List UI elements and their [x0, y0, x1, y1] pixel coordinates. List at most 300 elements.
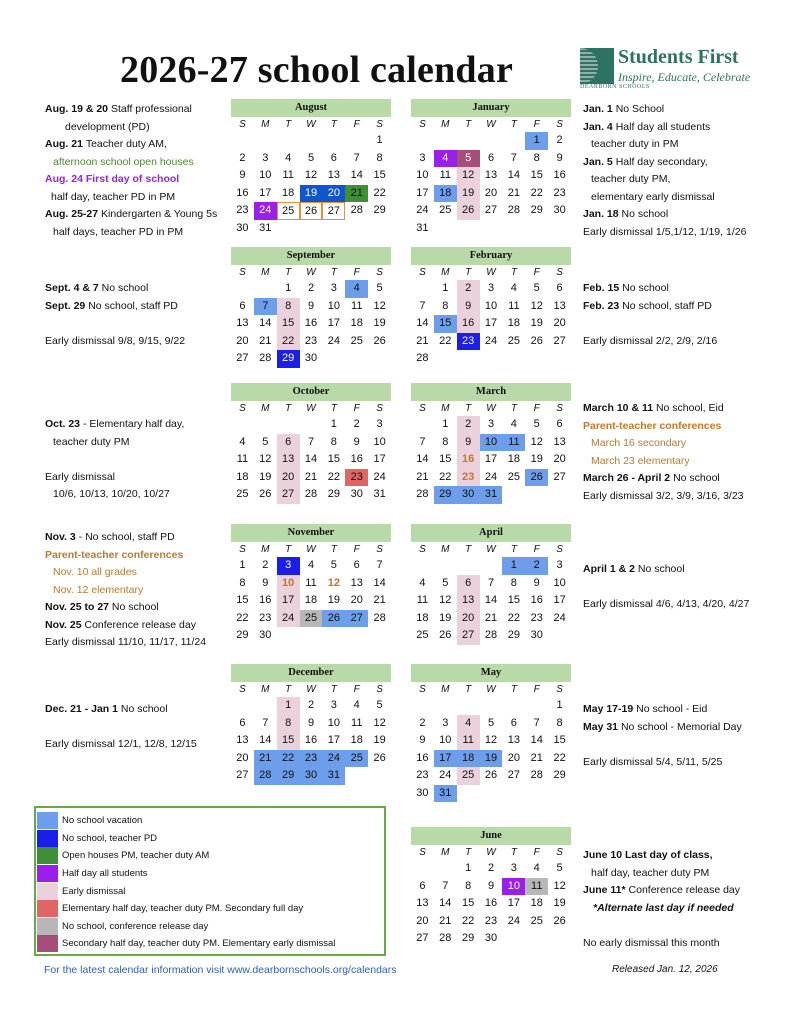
day-cell: 15 — [277, 315, 300, 333]
day-cell: 5 — [376, 699, 383, 711]
day-cell: 28 — [439, 932, 452, 944]
day-cell: 10 — [327, 716, 340, 729]
day-cell: 8 — [277, 715, 300, 733]
day-cell: 26 — [530, 334, 543, 347]
weekday-label: W — [306, 119, 316, 130]
day-cell: 9 — [533, 576, 540, 589]
legend-item — [36, 918, 384, 936]
weekday-label: S — [376, 119, 383, 130]
empty-cell — [231, 416, 254, 434]
note-line: Nov. 10 all grades — [53, 566, 137, 578]
note-line: No early dismissal this month — [583, 936, 720, 949]
day-cell: 2 — [419, 716, 426, 729]
day-cell: 11 — [305, 576, 317, 589]
month-header: September — [231, 247, 391, 265]
weekday-label: M — [441, 403, 450, 414]
day-cell: 18 — [282, 186, 295, 199]
day-cell: 19 — [259, 470, 272, 483]
day-cell: 6 — [330, 151, 337, 164]
day-cell: 16 — [457, 451, 480, 469]
day-cell: 10 — [327, 299, 340, 312]
note-line: March 23 elementary — [591, 454, 690, 467]
note-line: Dec. 21 - Jan 1 No school — [45, 703, 168, 715]
day-cell: 1 — [442, 418, 449, 430]
month-header: October — [231, 383, 391, 401]
note-line: Aug. 21 Teacher duty AM, — [45, 138, 167, 150]
day-cell: 16 — [350, 453, 363, 465]
day-cell: 25 — [350, 334, 363, 347]
day-cell: 30 — [259, 629, 272, 641]
weekday-label: F — [353, 403, 360, 414]
weekday-label: T — [510, 544, 517, 555]
month-header: February — [411, 247, 571, 265]
day-cell: 2 — [525, 557, 548, 575]
legend-item — [36, 847, 384, 865]
day-cell: 28 — [530, 769, 543, 781]
day-cell: 18 — [457, 750, 480, 768]
weekday-label: S — [239, 684, 246, 695]
note-line: March 10 & 11 No school, Eid — [583, 402, 724, 414]
notes-august — [45, 101, 217, 241]
day-cell: 1 — [502, 557, 525, 575]
day-cell: 30 — [236, 221, 249, 234]
empty-cell — [411, 132, 434, 150]
legend-swatch-icon — [37, 865, 58, 882]
month-august — [231, 99, 391, 237]
weekday-label: W — [306, 544, 316, 555]
day-cell: 21 — [416, 470, 429, 483]
day-cell: 11 — [236, 453, 249, 465]
calendar-link[interactable]: For the latest calendar information visit www.dearbornschools.org/calendars — [44, 964, 397, 976]
page-title: 2026-27 school calendar — [120, 49, 514, 91]
day-cell: 23 — [259, 611, 272, 624]
note-line: afternoon school open houses — [53, 155, 194, 168]
day-cell: 24 — [254, 202, 277, 220]
empty-cell — [434, 697, 457, 715]
day-cell: 3 — [487, 282, 495, 294]
day-cell: 18 — [350, 317, 363, 329]
empty-cell — [345, 132, 368, 150]
notes-november — [45, 529, 206, 652]
legend-label: Early dismissal — [62, 885, 126, 897]
day-cell: 21 — [304, 470, 318, 483]
day-cell: 20 — [322, 185, 345, 203]
day-cell: 1 — [465, 862, 472, 874]
weekday-label: S — [419, 267, 426, 278]
day-cell: 12 — [553, 879, 566, 892]
note-line: Feb. 23 No school, staff PD — [583, 299, 712, 312]
day-cell: 17 — [434, 750, 457, 768]
day-cell: 3 — [510, 862, 517, 874]
weekday-label: F — [353, 267, 360, 278]
day-cell: 24 — [507, 914, 520, 927]
day-cell: 22 — [439, 470, 452, 483]
logo-mark-icon — [580, 48, 614, 84]
day-cell: 29 — [434, 486, 457, 504]
day-cell: 23 — [530, 611, 543, 624]
day-cell: 8 — [442, 299, 449, 312]
logo-name: Students First — [618, 46, 739, 68]
day-cell: 5 — [556, 862, 563, 874]
day-cell: 26 — [259, 488, 272, 500]
weekday-label: M — [261, 684, 270, 695]
note-line: Jan. 18 No school — [583, 208, 669, 220]
note-line: June 10 Last day of class, — [583, 849, 713, 861]
empty-cell — [300, 132, 323, 150]
day-cell: 24 — [484, 470, 498, 483]
weekday-label: T — [285, 684, 292, 695]
day-cell: 17 — [277, 592, 300, 610]
day-cell: 13 — [507, 734, 520, 746]
note-line: Early dismissal 5/4, 5/11, 5/25 — [583, 755, 723, 768]
weekday-label: S — [376, 544, 383, 555]
legend-label: Secondary half day, teacher duty PM. Elementary early dismissal — [62, 938, 336, 950]
day-cell: 12 — [373, 716, 386, 729]
day-cell: 28 — [350, 204, 363, 216]
day-cell: 15 — [553, 734, 566, 746]
weekday-label: F — [533, 684, 540, 695]
weekday-label: T — [510, 267, 517, 278]
note-line: Early dismissal 2/2, 2/9, 2/16 — [583, 334, 718, 347]
day-cell: 11 — [351, 716, 363, 729]
day-cell: 7 — [419, 435, 426, 448]
day-cell: 10 — [439, 734, 452, 746]
legend-item — [36, 830, 384, 848]
legend-swatch-icon — [37, 847, 58, 864]
day-cell: 5 — [487, 716, 495, 729]
day-cell: 29 — [236, 629, 249, 641]
day-cell: 27 — [416, 932, 429, 944]
day-cell: 8 — [277, 298, 300, 316]
weekday-label: T — [330, 544, 337, 555]
weekday-label: S — [556, 544, 563, 555]
empty-cell — [254, 416, 277, 434]
day-cell: 28 — [304, 488, 318, 500]
day-cell: 15 — [277, 732, 300, 750]
notes-january — [583, 101, 746, 241]
weekday-label: S — [556, 847, 563, 858]
day-cell: 9 — [353, 435, 360, 448]
legend-label: No school, conference release day — [62, 920, 209, 932]
day-cell: 22 — [236, 611, 249, 624]
weekday-label: F — [533, 544, 540, 555]
note-line — [583, 917, 740, 935]
day-cell: 27 — [484, 204, 498, 216]
day-cell: 10 — [259, 169, 272, 181]
day-cell: 10 — [373, 435, 386, 448]
day-cell: 4 — [510, 418, 517, 430]
weekday-label: T — [285, 403, 292, 414]
day-cell: 21 — [439, 914, 452, 927]
day-cell: 12 — [484, 734, 498, 746]
day-cell: 6 — [457, 575, 480, 593]
day-cell: 12 — [304, 169, 318, 181]
day-cell: 13 — [277, 451, 300, 469]
empty-cell — [434, 132, 457, 150]
day-cell: 14 — [507, 169, 520, 181]
day-cell: 5 — [457, 150, 480, 168]
day-cell: 26 — [553, 914, 566, 927]
day-cell: 30 — [304, 352, 318, 364]
notes-may — [583, 701, 742, 771]
day-cell: 17 — [327, 734, 340, 746]
legend-swatch-icon — [37, 830, 58, 847]
day-cell: 19 — [553, 897, 566, 909]
weekday-label: S — [419, 544, 426, 555]
day-cell: 4 — [239, 435, 246, 448]
day-cell: 23 — [553, 186, 566, 199]
weekday-label: S — [419, 684, 426, 695]
day-cell: 11 — [457, 732, 480, 750]
day-cell: 5 — [442, 576, 449, 589]
day-cell: 8 — [239, 576, 246, 589]
day-cell: 22 — [277, 750, 300, 768]
weekday-label: M — [261, 544, 270, 555]
day-cell: 12 — [327, 576, 340, 589]
notes-september — [45, 280, 185, 350]
day-cell: 24 — [553, 611, 566, 624]
empty-cell — [502, 132, 525, 150]
day-cell: 12 — [259, 453, 272, 465]
day-cell: 29 — [530, 204, 543, 216]
day-cell: 2 — [487, 862, 495, 874]
day-cell: 9 — [556, 151, 563, 164]
day-cell: 14 — [530, 734, 543, 746]
weekday-label: T — [285, 119, 292, 130]
weekday-label: T — [465, 267, 472, 278]
weekday-label: T — [465, 403, 472, 414]
empty-cell — [231, 697, 254, 715]
day-cell: 15 — [462, 897, 475, 909]
day-cell: 5 — [376, 282, 383, 294]
day-cell: 3 — [419, 151, 426, 164]
day-cell: 5 — [262, 435, 269, 448]
day-cell: 30 — [350, 488, 363, 500]
month-december — [231, 664, 391, 785]
day-cell: 28 — [484, 629, 498, 641]
day-cell: 23 — [457, 469, 480, 487]
month-header: November — [231, 524, 391, 542]
note-line: half day, teacher duty PM — [591, 866, 710, 879]
day-cell: 25 — [345, 750, 368, 768]
legend-label: No school vacation — [62, 815, 143, 827]
month-header: August — [231, 99, 391, 117]
empty-cell — [457, 132, 480, 150]
day-cell: 29 — [373, 204, 386, 216]
weekday-label: S — [376, 403, 383, 414]
day-cell: 26 — [373, 751, 386, 764]
month-june — [411, 827, 571, 948]
day-cell: 19 — [439, 611, 452, 624]
day-cell: 9 — [262, 576, 269, 589]
weekday-label: S — [556, 403, 563, 414]
weekday-label: S — [419, 403, 426, 414]
day-cell: 13 — [236, 317, 249, 329]
note-line: Aug. 25-27 Kindergarten & Young 5s — [45, 208, 218, 220]
weekday-label: F — [533, 119, 540, 130]
day-cell: 24 — [277, 610, 300, 628]
legend-label: Elementary half day, teacher duty PM. Secondary full day — [62, 903, 304, 915]
day-cell: 23 — [345, 469, 368, 487]
month-january — [411, 99, 571, 237]
day-cell: 22 — [553, 751, 566, 764]
day-cell: 27 — [322, 202, 345, 220]
day-cell: 1 — [330, 418, 337, 430]
empty-cell — [254, 132, 277, 150]
logo-tagline: Inspire, Educate, Celebrate — [618, 70, 751, 84]
day-cell: 2 — [457, 416, 480, 434]
day-cell: 20 — [236, 751, 249, 764]
day-cell: 2 — [239, 151, 246, 164]
day-cell: 14 — [484, 594, 498, 606]
weekday-label: W — [486, 847, 496, 858]
released-date: Released Jan. 12, 2026 — [612, 964, 718, 975]
day-cell: 6 — [556, 282, 563, 294]
day-cell: 8 — [376, 151, 383, 164]
day-cell: 28 — [416, 352, 429, 364]
month-header: June — [411, 827, 571, 845]
empty-cell — [411, 860, 434, 878]
notes-october — [45, 416, 184, 504]
month-march — [411, 383, 571, 504]
day-cell: 9 — [419, 734, 426, 746]
day-cell: 22 — [530, 186, 543, 199]
day-cell: 25 — [277, 202, 300, 220]
day-cell: 25 — [457, 767, 480, 785]
month-october — [231, 383, 391, 504]
day-cell: 11 — [282, 169, 294, 181]
day-cell: 19 — [480, 750, 503, 768]
day-cell: 10 — [553, 576, 566, 589]
day-cell: 31 — [322, 767, 345, 785]
day-cell: 22 — [327, 470, 340, 483]
day-cell: 6 — [419, 879, 426, 892]
day-cell: 3 — [330, 699, 337, 711]
legend-label: Open houses PM, teacher duty AM — [62, 850, 210, 862]
day-cell: 17 — [507, 897, 520, 909]
weekday-label: T — [465, 544, 472, 555]
note-line: Jan. 5 Half day secondary, — [583, 155, 708, 168]
day-cell: 9 — [239, 169, 246, 181]
day-cell: 8 — [556, 716, 563, 729]
day-cell: 4 — [285, 151, 292, 164]
weekday-label: S — [239, 544, 246, 555]
day-cell: 3 — [487, 418, 495, 430]
day-cell: 15 — [236, 594, 249, 606]
day-cell: 10 — [416, 169, 429, 181]
day-cell: 1 — [442, 282, 449, 294]
day-cell: 16 — [484, 897, 498, 909]
empty-cell — [277, 132, 300, 150]
day-cell: 2 — [262, 559, 269, 571]
notes-february — [583, 280, 717, 350]
day-cell: 11 — [508, 299, 520, 312]
legend — [34, 806, 386, 956]
empty-cell — [480, 697, 503, 715]
day-cell: 27 — [553, 470, 566, 483]
empty-cell — [411, 416, 434, 434]
day-cell: 18 — [507, 453, 520, 465]
day-cell: 19 — [300, 185, 323, 203]
note-line: Nov. 25 to 27 No school — [45, 601, 159, 613]
district-logo — [580, 44, 760, 94]
day-cell: 9 — [457, 298, 480, 316]
day-cell: 1 — [376, 134, 383, 146]
day-cell: 5 — [307, 151, 315, 164]
day-cell: 26 — [457, 202, 480, 220]
day-cell: 3 — [277, 557, 300, 575]
day-cell: 31 — [373, 488, 386, 500]
notes-march — [583, 400, 744, 505]
empty-cell — [457, 557, 480, 575]
note-line: Sept. 4 & 7 No school — [45, 282, 149, 294]
day-cell: 18 — [236, 470, 249, 483]
day-cell: 7 — [533, 716, 540, 729]
weekday-label: S — [376, 267, 383, 278]
legend-item — [36, 900, 384, 918]
notes-december — [45, 701, 197, 754]
day-cell: 6 — [510, 716, 517, 729]
day-cell: 8 — [465, 879, 472, 892]
day-cell: 4 — [345, 280, 368, 298]
day-cell: 2 — [307, 282, 315, 294]
logo-district: DEARBORN SCHOOLS — [580, 84, 650, 90]
day-cell: 29 — [507, 629, 520, 641]
weekday-label: W — [486, 544, 496, 555]
day-cell: 7 — [419, 299, 426, 312]
day-cell: 26 — [439, 629, 452, 641]
empty-cell — [277, 416, 300, 434]
legend-item — [36, 935, 384, 953]
day-cell: 25 — [507, 470, 520, 483]
day-cell: 11 — [525, 878, 548, 896]
day-cell: 3 — [556, 559, 563, 571]
note-line: Early dismissal 3/2, 3/9, 3/16, 3/23 — [583, 489, 744, 502]
day-cell: 13 — [236, 734, 249, 746]
day-cell: 2 — [556, 134, 563, 146]
day-cell: 7 — [262, 716, 269, 729]
day-cell: 28 — [373, 611, 386, 624]
legend-item — [36, 812, 384, 830]
day-cell: 15 — [530, 169, 543, 181]
day-cell: 8 — [510, 576, 517, 589]
weekday-label: W — [486, 403, 496, 414]
month-november — [231, 524, 391, 645]
day-cell: 7 — [510, 151, 517, 164]
day-cell: 25 — [300, 610, 323, 628]
day-cell: 22 — [507, 611, 520, 624]
legend-item — [36, 882, 384, 900]
weekday-label: T — [465, 119, 472, 130]
note-line: development (PD) — [65, 120, 150, 133]
day-cell: 11 — [351, 299, 363, 312]
weekday-label: M — [261, 403, 270, 414]
day-cell: 19 — [327, 594, 340, 606]
day-cell: 4 — [419, 576, 426, 589]
day-cell: 28 — [416, 488, 429, 500]
day-cell: 29 — [327, 488, 340, 500]
day-cell: 6 — [487, 151, 495, 164]
day-cell: 1 — [525, 132, 548, 150]
day-cell: 9 — [307, 299, 315, 312]
day-cell: 4 — [434, 150, 457, 168]
note-line: March 16 secondary — [591, 437, 687, 449]
note-line: Jan. 4 Half day all students — [583, 120, 711, 133]
note-line: half days, teacher PD in PM — [53, 225, 184, 238]
weekday-label: F — [533, 847, 540, 858]
weekday-label: S — [419, 119, 426, 130]
note-line: Sept. 29 No school, staff PD — [45, 299, 178, 312]
